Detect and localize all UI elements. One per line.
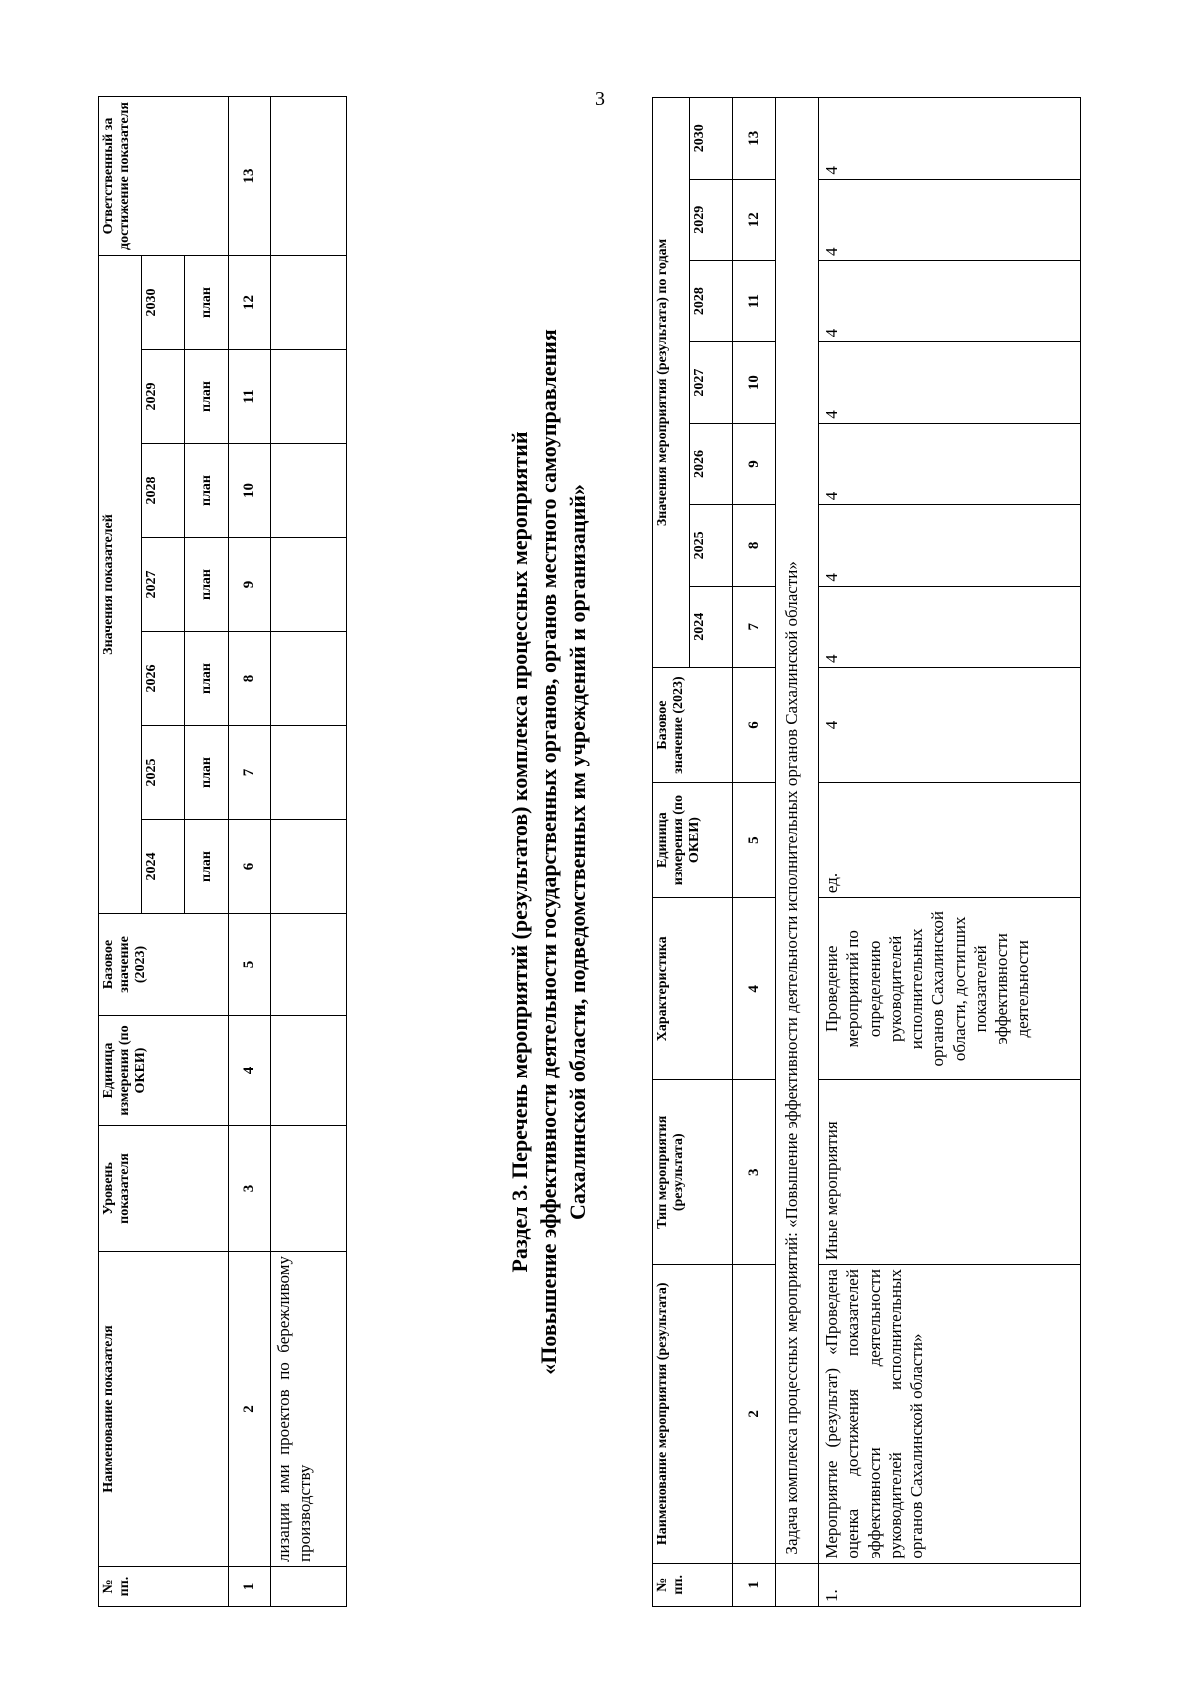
header-unit: Единица измерения (по ОКЕИ) bbox=[653, 783, 733, 898]
column-number: 12 bbox=[733, 179, 776, 260]
empty-cell bbox=[271, 726, 347, 820]
empty-cell bbox=[271, 820, 347, 914]
row-number: 1. bbox=[819, 1563, 1081, 1606]
column-number: 7 bbox=[229, 726, 271, 820]
column-number: 9 bbox=[229, 538, 271, 632]
header-values-group: Значения мероприятия (результата) по годам bbox=[653, 98, 690, 668]
year-value: 4 bbox=[819, 505, 1081, 586]
plan-label: план bbox=[185, 632, 229, 726]
empty-cell bbox=[271, 538, 347, 632]
section-title bbox=[505, 97, 592, 1607]
empty-cell bbox=[271, 1126, 347, 1252]
task-text: Задача комплекса процессных мероприятий: «Повышение эффективности деятельности исполнительных органов Сахалинской области» bbox=[776, 98, 819, 1564]
plan-label: план bbox=[185, 820, 229, 914]
column-number: 8 bbox=[229, 632, 271, 726]
header-year: 2027 bbox=[690, 342, 733, 423]
indicator-name-continuation: лизации ими проектов по бережливому производству bbox=[271, 1252, 347, 1567]
column-number: 6 bbox=[229, 820, 271, 914]
column-number: 12 bbox=[229, 256, 271, 350]
header-year: 2026 bbox=[142, 632, 185, 726]
header-year: 2027 bbox=[142, 538, 185, 632]
section-title-line: Раздел 3. Перечень мероприятий (результатов) комплекса процессных мероприятий bbox=[507, 431, 532, 1273]
header-year: 2029 bbox=[142, 350, 185, 444]
empty-cell bbox=[271, 256, 347, 350]
page-number: 3 bbox=[595, 88, 605, 110]
year-value: 4 bbox=[819, 423, 1081, 504]
column-number: 5 bbox=[229, 914, 271, 1016]
measure-characteristic: Проведение мероприятий по определению руководителей исполнительных органов Сахалинской области, достигших показателей эффективности деятельности bbox=[819, 898, 1081, 1080]
empty-cell bbox=[271, 632, 347, 726]
empty-cell bbox=[271, 350, 347, 444]
year-value: 4 bbox=[819, 98, 1081, 180]
column-number: 11 bbox=[229, 350, 271, 444]
empty-cell bbox=[271, 1016, 347, 1126]
header-year: 2024 bbox=[142, 820, 185, 914]
header-year: 2030 bbox=[142, 256, 185, 350]
column-number: 10 bbox=[229, 444, 271, 538]
empty-cell bbox=[271, 444, 347, 538]
column-number: 7 bbox=[733, 586, 776, 667]
column-number: 4 bbox=[229, 1016, 271, 1126]
header-base: Базовое значение (2023) bbox=[99, 914, 229, 1016]
table-row bbox=[271, 97, 347, 1607]
empty-cell bbox=[776, 1563, 819, 1606]
plan-label: план bbox=[185, 350, 229, 444]
rotated-document bbox=[92, 97, 1092, 1607]
header-unit: Единица измерения (по ОКЕИ) bbox=[99, 1016, 229, 1126]
year-value: 4 bbox=[819, 342, 1081, 423]
plan-label: план bbox=[185, 444, 229, 538]
header-year: 2025 bbox=[690, 505, 733, 586]
column-number: 13 bbox=[229, 97, 271, 256]
column-number-row bbox=[229, 97, 271, 1607]
column-number: 10 bbox=[733, 342, 776, 423]
header-year: 2028 bbox=[690, 260, 733, 341]
empty-cell bbox=[271, 914, 347, 1016]
measure-name: Мероприятие (результат) «Проведена оценка достижения показателей эффективности деятельности руководителей исполнительных органов Сахалинской области» bbox=[819, 1265, 1081, 1564]
column-number: 5 bbox=[733, 783, 776, 898]
column-number: 1 bbox=[733, 1563, 776, 1606]
header-year: 2030 bbox=[690, 98, 733, 180]
header-characteristic: Характеристика bbox=[653, 898, 733, 1080]
column-number: 11 bbox=[733, 260, 776, 341]
year-value: 4 bbox=[819, 586, 1081, 667]
year-value: 4 bbox=[819, 260, 1081, 341]
section-title-line: «Повышение эффективности деятельности государственных органов, органов местного самоуправления bbox=[536, 329, 562, 1375]
empty-cell bbox=[271, 97, 347, 256]
plan-label: план bbox=[185, 256, 229, 350]
header-type: Тип мероприятия (результата) bbox=[653, 1080, 733, 1265]
column-number: 3 bbox=[733, 1080, 776, 1265]
measure-unit: ед. bbox=[819, 783, 1081, 898]
header-values-group: Значения показателей bbox=[99, 256, 142, 914]
column-number: 13 bbox=[733, 98, 776, 180]
column-number: 8 bbox=[733, 505, 776, 586]
header-indicator-name: Наименование показателя bbox=[99, 1252, 229, 1567]
header-year: 2026 bbox=[690, 423, 733, 504]
column-number: 6 bbox=[733, 668, 776, 783]
column-number: 9 bbox=[733, 423, 776, 504]
column-number: 1 bbox=[229, 1567, 271, 1607]
empty-cell bbox=[271, 1567, 347, 1607]
header-year: 2029 bbox=[690, 179, 733, 260]
indicators-table bbox=[98, 96, 347, 1607]
task-row bbox=[776, 98, 819, 1607]
header-base: Базовое значение (2023) bbox=[653, 668, 733, 783]
plan-label: план bbox=[185, 538, 229, 632]
header-num: № пп. bbox=[653, 1563, 733, 1606]
section-title-line: Сахалинской области, подведомственных им учреждений и организаций» bbox=[565, 484, 591, 1220]
header-measure-name: Наименование мероприятия (результата) bbox=[653, 1265, 733, 1564]
column-number: 4 bbox=[733, 898, 776, 1080]
column-number: 3 bbox=[229, 1126, 271, 1252]
plan-label: план bbox=[185, 726, 229, 820]
year-value: 4 bbox=[819, 179, 1081, 260]
header-year: 2028 bbox=[142, 444, 185, 538]
column-number: 2 bbox=[229, 1252, 271, 1567]
table-row bbox=[819, 98, 1081, 1607]
column-number-row bbox=[733, 98, 776, 1607]
measures-table bbox=[652, 97, 1081, 1607]
header-year: 2024 bbox=[690, 586, 733, 667]
measure-type: Иные мероприятия bbox=[819, 1080, 1081, 1265]
header-level: Уровень показателя bbox=[99, 1126, 229, 1252]
column-number: 2 bbox=[733, 1265, 776, 1564]
header-num: № пп. bbox=[99, 1567, 229, 1607]
header-year: 2025 bbox=[142, 726, 185, 820]
base-value: 4 bbox=[819, 668, 1081, 783]
header-responsible: Ответственный за достижение показателя bbox=[99, 97, 229, 256]
